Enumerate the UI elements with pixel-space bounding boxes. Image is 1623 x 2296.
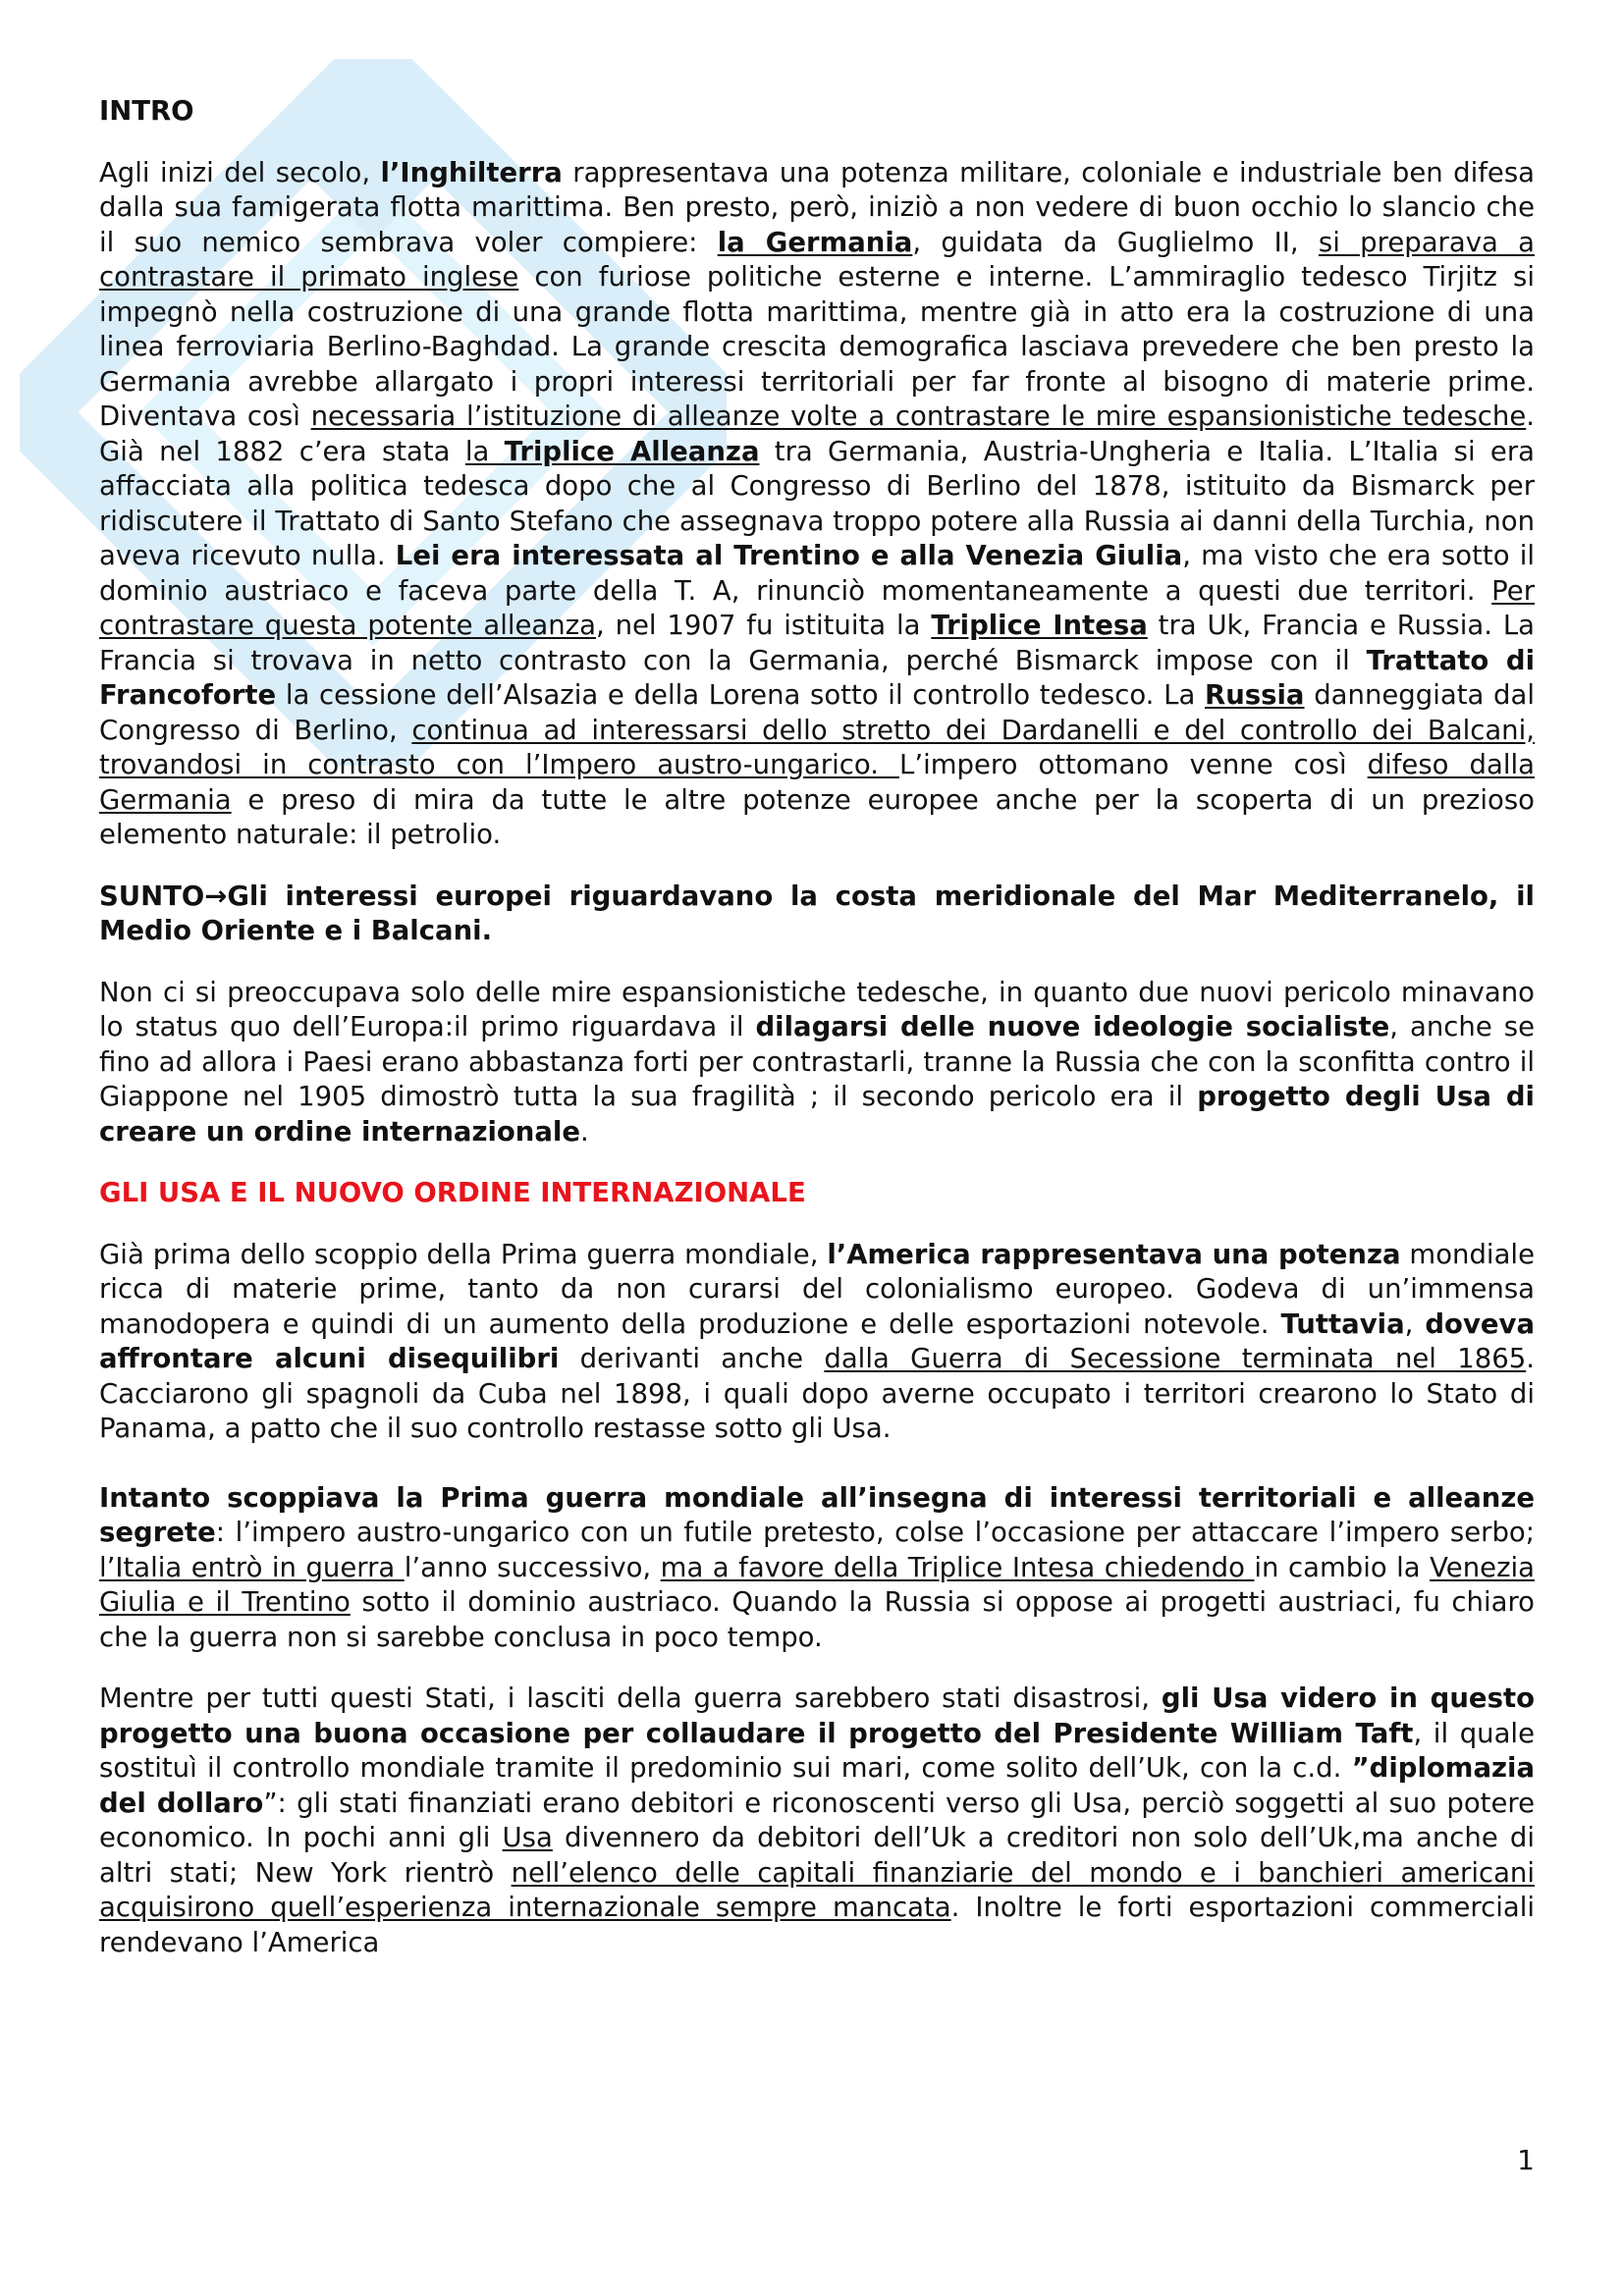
text-run: Già prima dello scoppio della Prima guerra mondiale, — [99, 1238, 828, 1270]
text-run: Russia — [1205, 679, 1305, 711]
text-run: necessaria l’istituzione di alleanze volte a contrastare le mire espansionistiche tedesche — [310, 400, 1527, 432]
text-run: Triplice Intesa — [931, 610, 1148, 641]
text-run: l’anno successivo, — [404, 1551, 661, 1583]
text-run: l’America rappresentava una potenza — [827, 1238, 1401, 1270]
text-run: con furiose politiche esterne e interne. L’ammiraglio tedesco Tirjitz si impegnò nella costruzione di una grande flotta marittima, mentre già in atto era la costruzione di una linea ferroviaria Berlino-Baghdad. La grande crescita demografica lasciava prevedere che ben presto la Germania avrebbe allargato i propri interessi territoriali per far fronte al bisogno di materie prime. Diventava così — [99, 261, 1535, 432]
text-run: Mentre per tutti questi Stati, i lasciti della guerra sarebbero stati disastrosi, — [99, 1682, 1162, 1714]
text-run: la — [464, 435, 505, 467]
text-run: difeso dalla Germania — [99, 749, 1535, 816]
text-run: Triplice Alleanza — [504, 435, 760, 467]
paragraph — [99, 1481, 1535, 1656]
text-run: continua ad interessarsi dello stretto dei Dardanelli e del controllo dei Balcani, trovandosi in contrasto con l’Impero austro-ungarico. — [99, 714, 1535, 780]
text-run: SUNTO — [99, 880, 205, 912]
text-run: rappresentava una potenza militare, coloniale e industriale ben difesa dalla sua famigerata flotta marittima. Ben presto, però, iniziò a non vedere di buon occhio lo slancio che il suo nemico sembrava voler compiere: — [99, 156, 1536, 258]
text-run: la cessione dell’Alsazia e della Lorena sotto il controllo tedesco. La — [276, 679, 1206, 711]
text-run: doveva affrontare alcuni disequilibri — [99, 1308, 1536, 1374]
text-run: gli Usa videro in questo progetto una buona occasione per collaudare il progetto del Presidente William Taft — [99, 1682, 1535, 1749]
text-run: , anche se fino ad allora i Paesi erano abbastanza forti per contrastarli, tranne la Russia che con la sconfitta contro il Giappone nel 1905 dimostrò tutta la sua fragilità ; il secondo pericolo era il — [99, 1011, 1535, 1112]
text-run: . Cacciarono gli spagnoli da Cuba nel 1898, i quali dopo averne occupato i territori crearono lo Stato di Panama, a patto che il suo controllo restasse sotto gli Usa. — [99, 1343, 1535, 1444]
text-run: ma a favore della Triplice Intesa chiedendo — [660, 1551, 1255, 1583]
text-run: tra Germania, Austria-Ungheria e Italia. L’Italia si era affacciata alla politica tedesca dopo che al Congresso di Berlino del 1878, istituito da Bismarck per ridiscutere il Trattato di Santo Stefano che assegnava troppo potere alla Russia ai danni della Turchia, non aveva ricevuto nulla. — [99, 435, 1535, 571]
paragraph — [99, 156, 1535, 853]
text-run: dalla Guerra di Secessione terminata nel 1865 — [824, 1343, 1527, 1374]
text-run: . Già nel 1882 c’era stata — [99, 400, 1535, 467]
document-page — [99, 94, 1535, 1960]
text-run: l’Inghilterra — [380, 156, 563, 188]
text-run: , — [1404, 1308, 1426, 1340]
text-run: Gli interessi europei riguardavano la costa meridionale del Mar Mediterranelo, il Medio Oriente e i Balcani. — [99, 880, 1535, 946]
text-run: . Inoltre le forti esportazioni commerciali rendevano l’America — [99, 1892, 1535, 1958]
section-heading-intro: INTRO — [99, 95, 194, 127]
text-run: divennero da debitori dell’Uk a creditori non solo dell’Uk,ma anche di altri stati; New York rientrò — [99, 1822, 1535, 1889]
text-run: si preparava a contrastare il primato inglese — [99, 226, 1535, 293]
text-run: , ma visto che era sotto il dominio austriaco e faceva parte della T. A, rinunciò momentaneamente a questi due territori. — [99, 540, 1535, 607]
text-run: progetto degli Usa di creare un ordine internazionale — [99, 1081, 1535, 1148]
text-run: sotto il dominio austriaco. Quando la Russia si oppose ai progetti austriaci, fu chiaro che la guerra non si sarebbe conclusa in poco tempo. — [99, 1586, 1536, 1653]
text-run: Tuttavia — [1280, 1308, 1405, 1340]
text-run: , nel 1907 fu istituita la — [595, 610, 932, 641]
text-run: derivanti anche — [559, 1343, 825, 1374]
section-heading-usa: GLI USA E IL NUOVO ORDINE INTERNAZIONALE — [99, 1177, 806, 1208]
text-run: in cambio la — [1254, 1551, 1431, 1583]
text-run: l’Italia entrò in guerra — [99, 1551, 405, 1583]
text-run: Intanto scoppiava la Prima guerra mondiale all’insegna di interessi territoriali e alleanze segrete — [99, 1481, 1535, 1548]
text-run: la Germania — [717, 226, 913, 258]
text-run: → — [204, 880, 228, 912]
text-run: , guidata da Guglielmo II, — [912, 226, 1319, 258]
text-run: L’impero ottomano venne così — [899, 749, 1368, 780]
text-run: nell’elenco delle capitali finanziarie del mondo e i banchieri americani acquisirono quell’esperienza internazionale sempre mancata — [99, 1856, 1535, 1923]
text-run: . — [580, 1115, 589, 1148]
text-run: : l’impero austro-ungarico con un futile pretesto, colse l’occasione per attaccare l’impero serbo; — [215, 1517, 1535, 1548]
text-run: tra Uk, Francia e Russia. La Francia si trovava in netto contrasto con la Germania, perché Bismarck impose con il — [99, 610, 1535, 676]
text-run: dilagarsi delle nuove ideologie socialiste — [755, 1011, 1390, 1042]
text-run: Per contrastare questa potente alleanza — [99, 574, 1535, 641]
text-run: Trattato di Francoforte — [99, 644, 1535, 711]
text-run: Usa — [502, 1822, 553, 1853]
paragraph — [99, 1238, 1535, 1447]
text-run: mondiale ricca di materie prime, tanto da non curarsi del colonialismo europeo. Godeva di un’immensa manodopera e quindi di un aumento della produzione e delle esportazioni notevole. — [99, 1238, 1535, 1340]
text-run: Non ci si preoccupava solo delle mire espansionistiche tedesche, in quanto due nuovi pericolo minavano lo status quo dell’Europa:il primo riguardava il — [99, 976, 1535, 1042]
paragraph — [99, 976, 1535, 1150]
text-run: e preso di mira da tutte le altre potenze europee anche per la scoperta di un prezioso elemento naturale: il petrolio. — [99, 783, 1535, 850]
paragraph — [99, 1682, 1535, 1960]
text-run: ”diplomazia del dollaro — [99, 1752, 1535, 1819]
text-run: , il quale sostituì il controllo mondiale tramite il predominio sui mari, come solito dell’Uk, con la c.d. — [99, 1717, 1535, 1784]
text-run: danneggiata dal Congresso di Berlino, — [99, 679, 1535, 746]
text-run: Lei era interessata al Trentino e alla Venezia Giulia — [395, 540, 1183, 571]
text-run: ”: gli stati finanziati erano debitori e riconoscenti verso gli Usa, perciò soggetti al suo potere economico. In pochi anni gli — [99, 1787, 1535, 1853]
text-run: Venezia Giulia e il Trentino — [99, 1551, 1535, 1618]
page-number: 1 — [1517, 2144, 1535, 2176]
summary-paragraph — [99, 880, 1535, 949]
text-run: Agli inizi del secolo, — [99, 156, 381, 188]
